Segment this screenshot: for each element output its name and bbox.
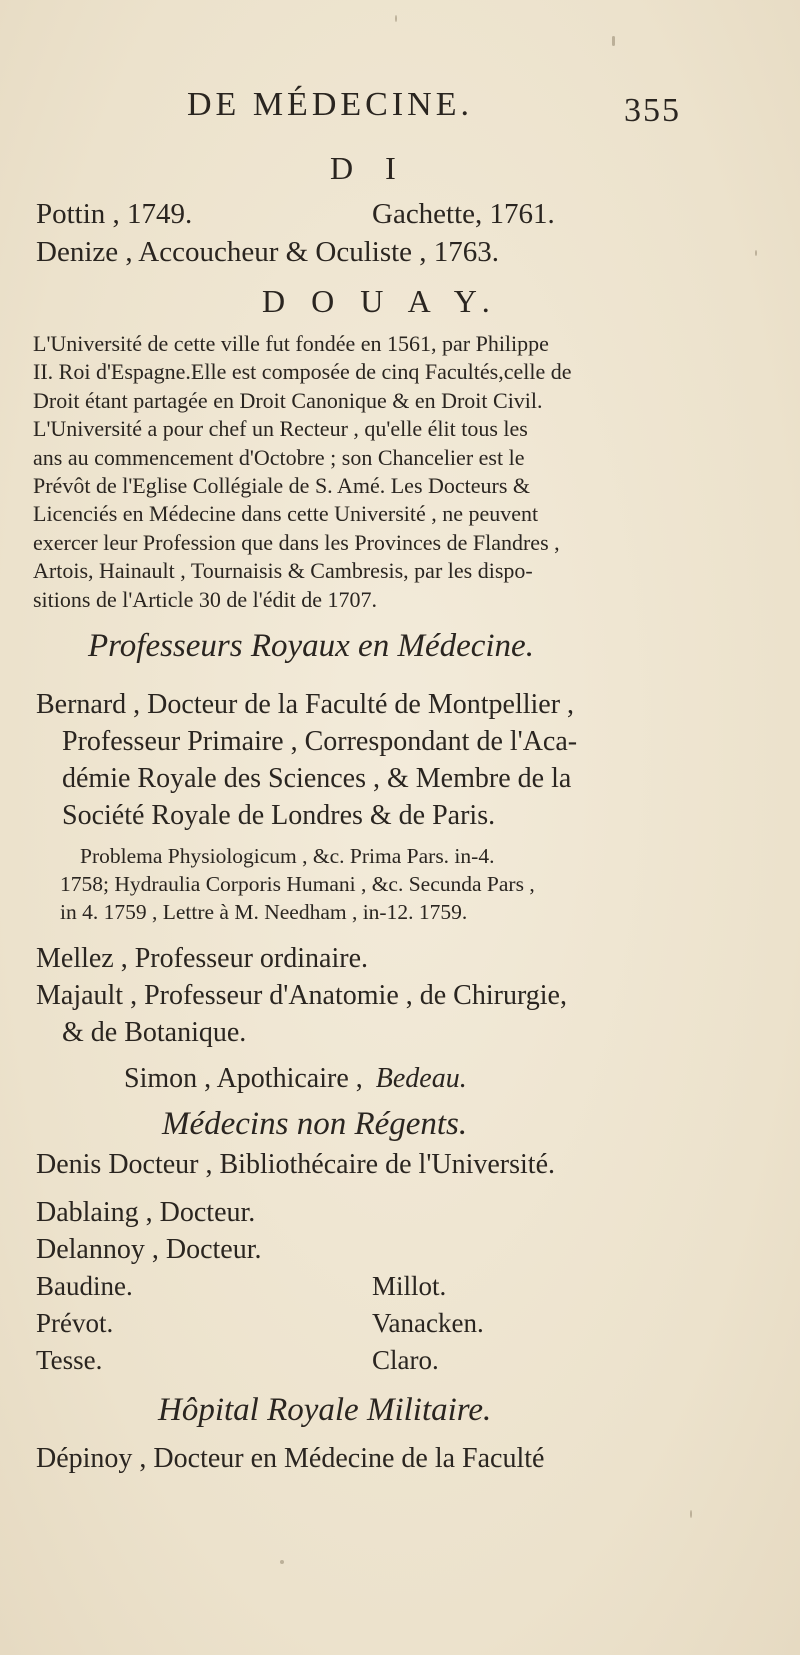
bernard-line: démie Royale des Sciences , & Membre de la <box>62 763 572 794</box>
entry-tesse: Tesse. <box>36 1345 103 1375</box>
bernard-line: Société Royale de Londres & de Paris. <box>62 800 496 831</box>
entry-depinoy: Dépinoy , Docteur en Médecine de la Faculté <box>36 1443 545 1474</box>
entry-denize: Denize , Accoucheur & Oculiste , 1763. <box>36 236 500 268</box>
entry-gachette: Gachette, 1761. <box>372 198 555 230</box>
entry-delannoy: Delannoy , Docteur. <box>36 1234 262 1265</box>
paragraph-line: Droit étant partagée en Droit Canonique & en Droit Civil. <box>33 387 543 413</box>
entry-denis: Denis Docteur , Bibliothécaire de l'Université. <box>36 1149 555 1180</box>
entry-dablaing: Dablaing , Docteur. <box>36 1197 256 1228</box>
bernard-line: Professeur Primaire , Correspondant de l'Aca- <box>62 726 578 757</box>
paragraph-line: L'Université de cette ville fut fondée en 1561, par Philippe <box>33 331 549 356</box>
paragraph-line: L'Université a pour chef un Recteur , qu'elle élit tous les <box>33 416 528 442</box>
paper-speck <box>280 1560 284 1564</box>
entry-claro: Claro. <box>372 1345 439 1375</box>
city-heading-douay: D O U A Y. <box>262 283 499 319</box>
paper-speck <box>395 15 397 22</box>
entry-simon <box>124 1060 467 1097</box>
entry-mellez: Mellez , Professeur ordinaire. <box>36 943 368 974</box>
bernard-works-note: Problema Physiologicum , &c. Prima Pars. in-4. <box>80 844 495 868</box>
paper-speck <box>612 36 615 46</box>
paragraph-line: exercer leur Profession que dans les Provinces de Flandres , <box>33 529 560 555</box>
entry-vanacken: Vanacken. <box>372 1308 484 1338</box>
paragraph-line: Artois, Hainault , Tournaisis & Cambresis, par les dispo- <box>33 558 533 584</box>
section-heading-professeurs: Professeurs Royaux en Médecine. <box>88 628 534 664</box>
entry-majault: Majault , Professeur d'Anatomie , de Chirurgie, <box>36 980 567 1011</box>
running-header: DE MÉDECINE. <box>187 86 473 123</box>
bernard-line: Bernard , Docteur de la Faculté de Montpellier , <box>36 689 575 720</box>
entry-millot: Millot. <box>372 1271 447 1301</box>
paper-speck <box>690 1510 692 1518</box>
bernard-works-note: 1758; Hydraulia Corporis Humani , &c. Secunda Pars , <box>60 872 535 896</box>
paper-speck <box>755 250 757 256</box>
paragraph-line: sitions de l'Article 30 de l'édit de 1707. <box>33 586 377 612</box>
section-heading-non-regents: Médecins non Régents. <box>162 1106 468 1142</box>
section-heading-hopital: Hôpital Royale Militaire. <box>158 1392 492 1428</box>
paragraph-line: ans au commencement d'Octobre ; son Chancelier est le <box>33 444 525 470</box>
simon-role: Bedeau. <box>375 1063 467 1094</box>
page-number: 355 <box>624 92 681 129</box>
entry-pottin: Pottin , 1749. <box>36 198 193 230</box>
entry-majault: & de Botanique. <box>62 1017 247 1048</box>
paragraph-line: Prévôt de l'Eglise Collégiale de S. Amé. Les Docteurs & <box>33 473 531 499</box>
entry-baudine: Baudine. <box>36 1271 133 1301</box>
simon-name: Simon , Apothicaire , <box>124 1063 363 1094</box>
entry-prevot: Prévot. <box>36 1308 114 1338</box>
douay-paragraph <box>33 330 713 614</box>
section-heading-di: D I <box>330 150 408 186</box>
bernard-works-note: in 4. 1759 , Lettre à M. Needham , in-12. 1759. <box>60 900 468 924</box>
paragraph-line: II. Roi d'Espagne.Elle est composée de cinq Facultés,celle de <box>33 359 572 385</box>
paragraph-line: Licenciés en Médecine dans cette Université , ne peuvent <box>33 501 539 527</box>
